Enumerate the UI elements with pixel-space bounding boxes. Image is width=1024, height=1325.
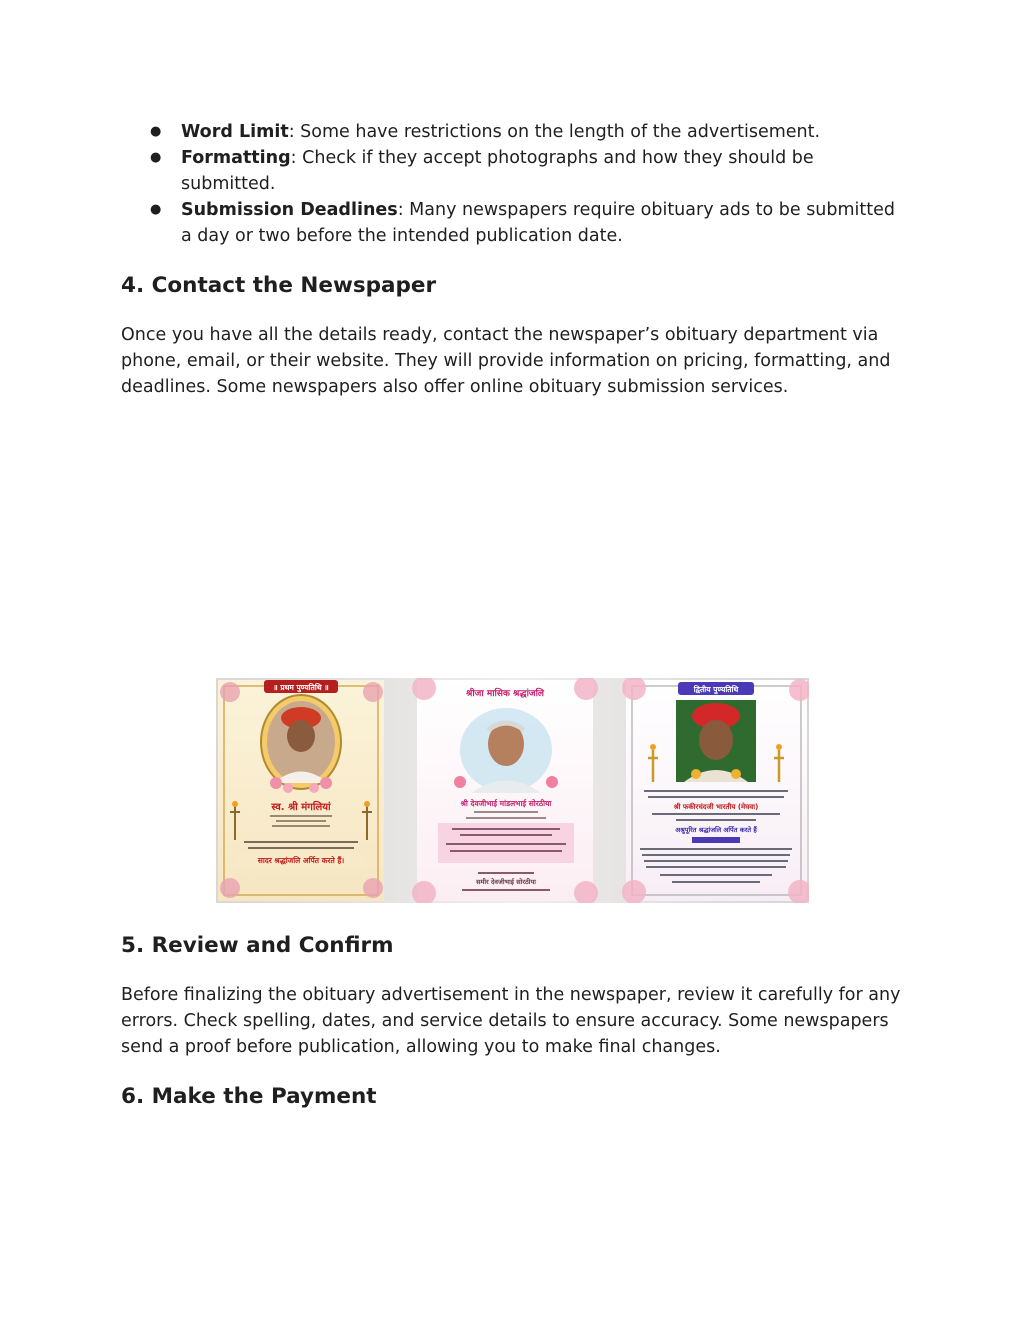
list-item-text: : Check if they accept photographs and how they should be submitted. <box>181 148 814 194</box>
list-item-term: Word Limit <box>181 122 289 142</box>
list-item <box>150 145 910 197</box>
poster-banner: द्वितीय पुण्यतिथि <box>693 685 739 694</box>
list-item-text: : Some have restrictions on the length of the advertisement. <box>288 122 821 142</box>
poster-tagline: अश्रुपूरित श्रद्धांजलि अर्पित करते हैं <box>675 826 757 834</box>
bullet-icon: ● <box>150 202 162 217</box>
list-item-term: Formatting <box>181 148 291 168</box>
poster-name: श्री देवजीभाई मांडलभाई सोरठीया <box>460 799 552 808</box>
poster-tagline: सादर श्रद्धांजलि अर्पित करते हैं। <box>257 856 345 865</box>
poster-name: स्व. श्री मंगलियां <box>271 802 331 813</box>
poster-banner: श्रीजा मासिक श्रद्धांजलि <box>465 689 545 699</box>
section-heading-contact: 4. Contact the Newspaper <box>121 273 437 298</box>
list-item <box>150 119 910 145</box>
list-item <box>150 197 910 249</box>
poster-name: श्री फकीरचंदजी भारतीय (मेघवा) <box>673 803 759 811</box>
bullet-icon: ● <box>150 124 162 139</box>
bullet-icon: ● <box>150 150 162 165</box>
list-item-text: : Many newspapers require obituary ads to be submitted a day or two before the intended publication date. <box>181 200 896 246</box>
obituary-ads-image <box>216 678 809 903</box>
obituary-poster-1 <box>218 680 384 901</box>
section-heading-review: 5. Review and Confirm <box>121 933 394 958</box>
section-paragraph-contact: Once you have all the details ready, contact the newspaper’s obituary department via phone, email, or their website. They will provide information on pricing, formatting, and deadlines. Some newspapers also offer online obituary submission services. <box>121 325 891 397</box>
requirements-list <box>150 119 910 249</box>
poster-banner: ॥ प्रथम पुण्यतिथि ॥ <box>273 683 329 692</box>
obituary-poster-3 <box>622 678 809 903</box>
poster-tagline: समीर देवजीभाई सोरठीया <box>476 878 536 886</box>
list-item-term: Submission Deadlines <box>181 200 398 220</box>
section-heading-payment: 6. Make the Payment <box>121 1084 377 1109</box>
obituary-poster-2 <box>412 678 598 903</box>
section-paragraph-review: Before finalizing the obituary advertisement in the newspaper, review it carefully for any errors. Check spelling, dates, and service details to ensure accuracy. Some newspapers send a proof before publication, allowing you to make final changes. <box>121 985 901 1057</box>
